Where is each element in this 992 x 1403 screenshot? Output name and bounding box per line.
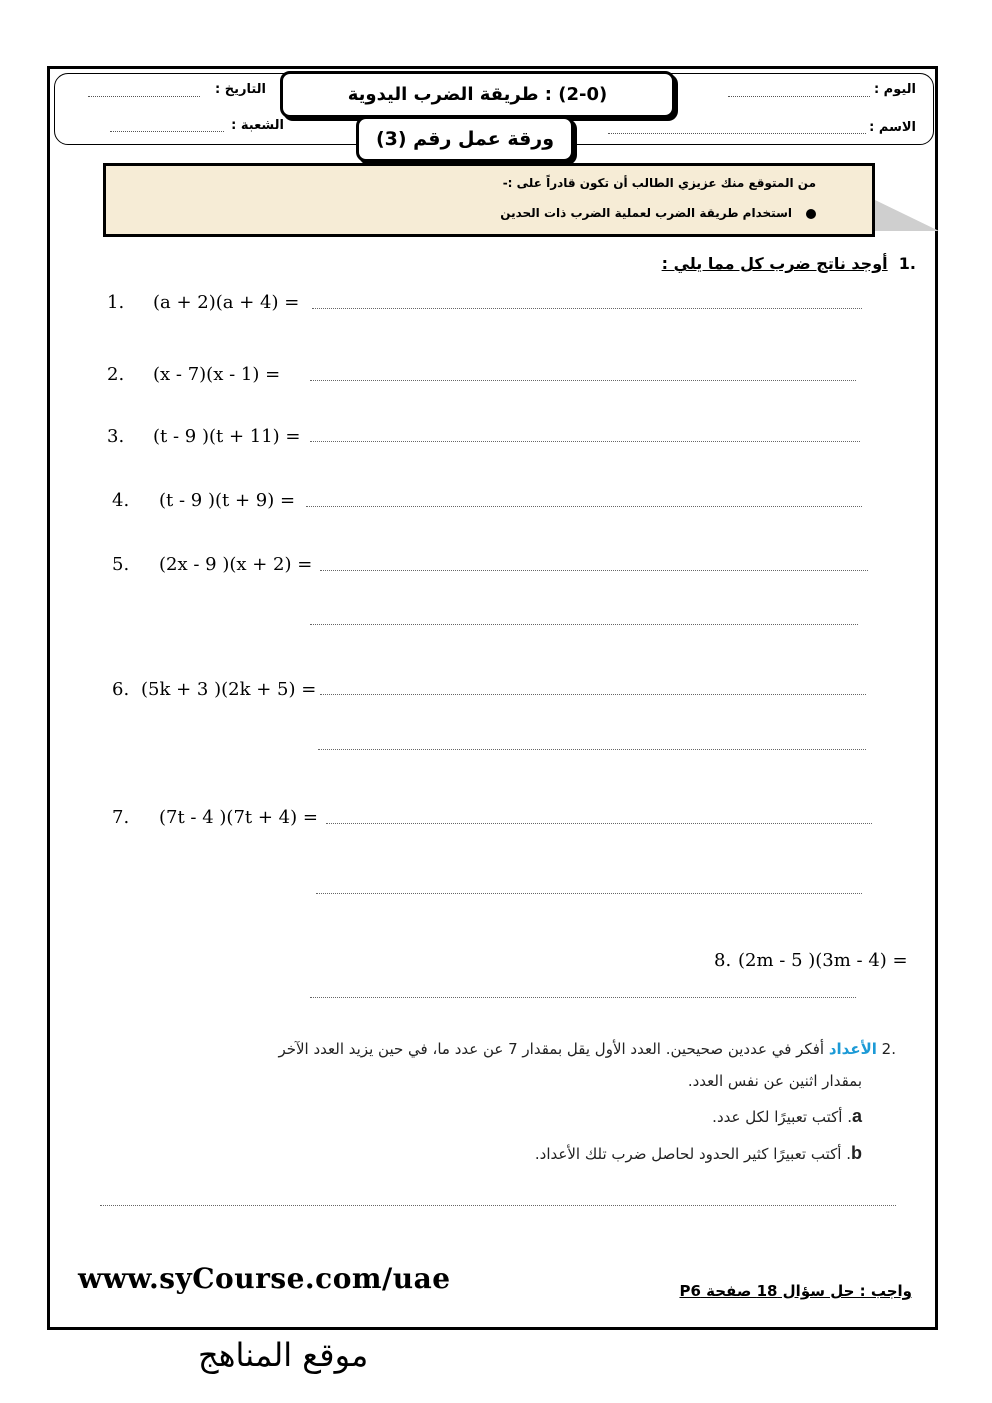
problem-expression: (2m - 5 )(3m - 4) =	[738, 950, 908, 971]
question2-keyword: الأعداد	[828, 1040, 877, 1058]
part-a-text: أكتب تعبيرًا لكل عدد.	[712, 1108, 843, 1126]
section-field[interactable]	[110, 131, 224, 132]
answer-line[interactable]	[310, 624, 858, 625]
problem-number: 2.	[107, 364, 125, 385]
problem-expression: (7t - 4 )(7t + 4) =	[159, 807, 318, 828]
date-label: التاريخ :	[215, 82, 266, 97]
question1-title	[662, 254, 916, 273]
objectives-shadow	[873, 199, 939, 231]
answer-line[interactable]	[312, 308, 862, 309]
footer-url[interactable]: www.syCourse.com/uae	[78, 1262, 451, 1295]
problem-number: 8.	[714, 950, 732, 971]
objectives-intro: من المتوقع منك عزيزي الطالب أن تكون قادراً على :-	[502, 176, 816, 190]
worksheet-number: ورقة عمل رقم (3)	[356, 116, 574, 162]
objectives-item-text: استخدام طريقة الضرب لعملية الضرب ذات الحدين	[500, 206, 792, 220]
day-label: اليوم :	[873, 82, 916, 97]
day-field[interactable]	[728, 96, 870, 97]
question2-text: أفكر في عددين صحيحين. العدد الأول يقل بمقدار 7 عن عدد ما، في حين يزيد العدد الآخر	[278, 1040, 825, 1058]
problem-number: 1.	[107, 292, 125, 313]
problem-number: 7.	[112, 807, 130, 828]
problem-4	[112, 490, 295, 511]
problem-expression: (5k + 3 )(2k + 5) =	[141, 679, 317, 700]
question2-line2: بمقدار اثنين عن نفس العدد.	[687, 1072, 862, 1090]
problem-7	[112, 807, 318, 828]
answer-line[interactable]	[310, 441, 860, 442]
problem-expression: (t - 9 )(t + 9) =	[159, 490, 296, 511]
answer-line[interactable]	[316, 893, 862, 894]
problem-expression: (x - 7)(x - 1) =	[153, 364, 281, 385]
site-name: موقع المناهج	[198, 1336, 369, 1374]
section-label: الشعبة :	[231, 118, 284, 133]
lesson-title: (2-0) : طريقة الضرب اليدوية	[280, 71, 675, 118]
question2-part-a: a. أكتب تعبيرًا لكل عدد.	[712, 1106, 862, 1126]
problem-expression: (a + 2)(a + 4) =	[153, 292, 300, 313]
question2-part-b: b. أكتب تعبيرًا كثير الحدود لحاصل ضرب تلك الأعداد.	[534, 1143, 862, 1163]
name-field[interactable]	[608, 133, 866, 134]
part-b-text: أكتب تعبيرًا كثير الحدود لحاصل ضرب تلك الأعداد.	[534, 1145, 842, 1163]
answer-line[interactable]	[318, 749, 866, 750]
homework-note: واجب : حل سؤال 18 صفحة P6	[679, 1282, 912, 1300]
answer-line[interactable]	[320, 570, 868, 571]
answer-line[interactable]	[310, 997, 856, 998]
problem-5	[112, 554, 312, 575]
problem-8	[714, 950, 908, 971]
question2-line1	[278, 1040, 896, 1058]
answer-line[interactable]	[306, 506, 862, 507]
answer-line[interactable]	[326, 823, 872, 824]
objectives-item	[500, 206, 816, 220]
question1-number: .1	[898, 254, 916, 273]
problem-number: 5.	[112, 554, 130, 575]
answer-line[interactable]	[320, 694, 866, 695]
problem-3	[107, 426, 301, 447]
problem-6	[112, 679, 316, 700]
bullet-icon	[806, 209, 816, 219]
problem-number: 6.	[112, 679, 130, 700]
question2-number: .2	[881, 1040, 896, 1058]
problem-expression: (2x - 9 )(x + 2) =	[159, 554, 313, 575]
name-label: الاسم :	[869, 120, 916, 135]
objectives-box	[103, 163, 875, 237]
answer-line[interactable]	[100, 1205, 896, 1206]
part-b-label: b	[851, 1143, 862, 1163]
problem-expression: (t - 9 )(t + 11) =	[153, 426, 301, 447]
problem-1	[107, 292, 299, 313]
problem-number: 4.	[112, 490, 130, 511]
question1-text: أوجد ناتج ضرب كل مما يلي :	[661, 254, 888, 273]
answer-line[interactable]	[310, 380, 856, 381]
date-field[interactable]	[88, 96, 200, 97]
problem-2	[107, 364, 280, 385]
part-a-label: a	[851, 1106, 862, 1126]
problem-number: 3.	[107, 426, 125, 447]
